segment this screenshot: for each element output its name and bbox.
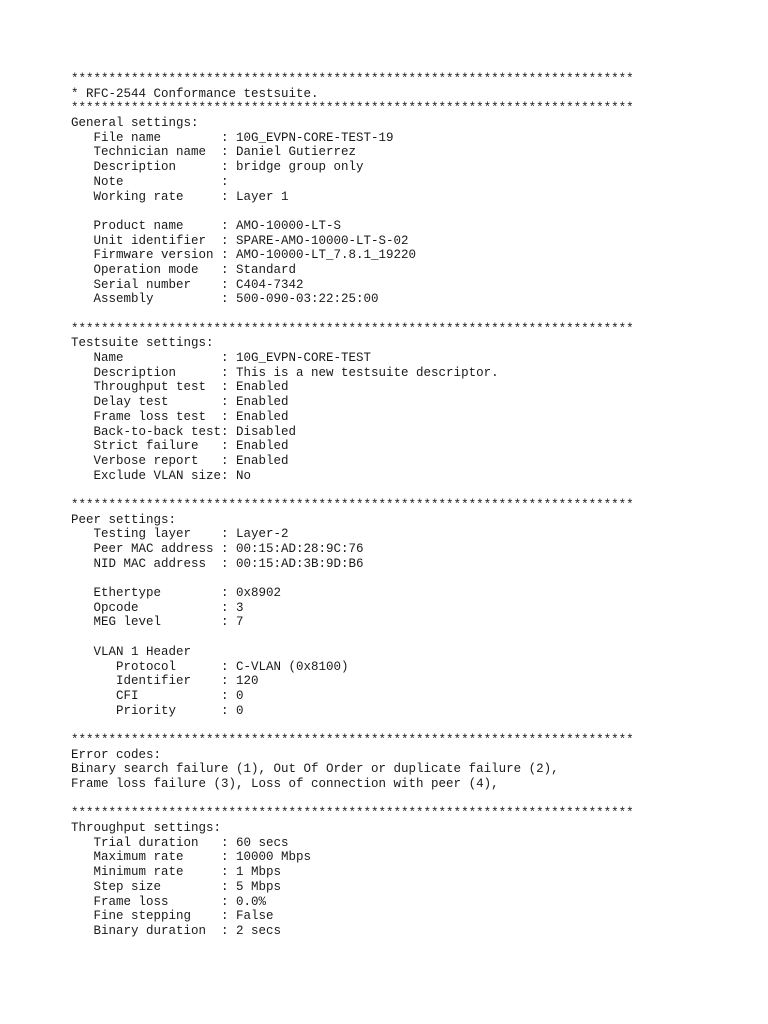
report-line: ***************************************************************************: [71, 101, 634, 116]
report-line: Assembly : 500-090-03:22:25:00: [71, 292, 379, 307]
report-line: [71, 483, 634, 498]
report-line: MEG level : 7: [71, 615, 244, 630]
report-line: Working rate : Layer 1: [71, 189, 289, 204]
report-line: Frame loss failure (3), Loss of connection with peer (4),: [71, 777, 499, 791]
report-line: Ethertype : 0x8902: [71, 586, 282, 601]
report-line: Unit identifier : SPARE-AMO-10000-LT-S-02: [71, 233, 409, 248]
report-text: [71, 72, 634, 939]
report-line: Peer settings:: [71, 512, 177, 527]
report-line: CFI : 0: [71, 688, 244, 703]
report-line: Testsuite settings:: [71, 336, 214, 351]
report-line: [71, 630, 634, 645]
report-line: [71, 792, 634, 807]
report-line: ***************************************************************************: [71, 321, 634, 336]
report-line: Frame loss : 0.0%: [71, 894, 267, 909]
report-line: Opcode : 3: [71, 600, 244, 615]
report-line: [71, 204, 634, 219]
report-line: Operation mode : Standard: [71, 262, 297, 277]
report-line: VLAN 1 Header: [71, 644, 192, 659]
report-line: [71, 718, 634, 733]
report-line: Error codes:: [71, 747, 162, 762]
report-line: Description : This is a new testsuite descriptor.: [71, 365, 499, 380]
report-line: ***************************************************************************: [71, 806, 634, 821]
report-line: ***************************************************************************: [71, 732, 634, 747]
report-line: Testing layer : Layer-2: [71, 527, 289, 542]
report-line: General settings:: [71, 116, 199, 131]
report-line: Technician name : Daniel Gutierrez: [71, 145, 357, 160]
report-line: * RFC-2544 Conformance testsuite.: [71, 86, 319, 101]
report-line: Binary duration : 2 secs: [71, 923, 282, 938]
report-line: Serial number : C404-7342: [71, 277, 304, 292]
report-line: Delay test : Enabled: [71, 395, 289, 410]
report-line: Firmware version : AMO-10000-LT_7.8.1_19220: [71, 248, 417, 263]
report-line: Minimum rate : 1 Mbps: [71, 865, 282, 880]
report-line: Verbose report : Enabled: [71, 453, 289, 468]
report-line: Throughput settings:: [71, 821, 222, 836]
report-line: [71, 307, 634, 322]
report-line: Description : bridge group only: [71, 160, 364, 175]
report-line: Strict failure : Enabled: [71, 439, 289, 454]
report-line: Maximum rate : 10000 Mbps: [71, 850, 312, 865]
report-line: Throughput test : Enabled: [71, 380, 289, 395]
report-line: Identifier : 120: [71, 674, 259, 689]
report-line: Product name : AMO-10000-LT-S: [71, 218, 342, 233]
report-line: Step size : 5 Mbps: [71, 879, 282, 894]
report-line: ***************************************************************************: [71, 497, 634, 512]
report-line: Protocol : C-VLAN (0x8100): [71, 659, 349, 674]
report-line: NID MAC address : 00:15:AD:3B:9D:B6: [71, 556, 364, 571]
report-line: Exclude VLAN size: No: [71, 468, 252, 483]
report-line: [71, 571, 634, 586]
report-line: File name : 10G_EVPN-CORE-TEST-19: [71, 130, 394, 145]
report-line: Note :: [71, 174, 229, 189]
report-line: ***************************************************************************: [71, 72, 634, 86]
report-line: Trial duration : 60 secs: [71, 835, 289, 850]
report-line: Name : 10G_EVPN-CORE-TEST: [71, 351, 372, 366]
report-line: Back-to-back test: Disabled: [71, 424, 297, 439]
report-line: Binary search failure (1), Out Of Order or duplicate failure (2),: [71, 762, 559, 777]
report-line: Fine stepping : False: [71, 909, 274, 924]
report-line: Peer MAC address : 00:15:AD:28:9C:76: [71, 542, 364, 556]
report-line: Frame loss test : Enabled: [71, 409, 289, 424]
report-line: Priority : 0: [71, 703, 244, 718]
